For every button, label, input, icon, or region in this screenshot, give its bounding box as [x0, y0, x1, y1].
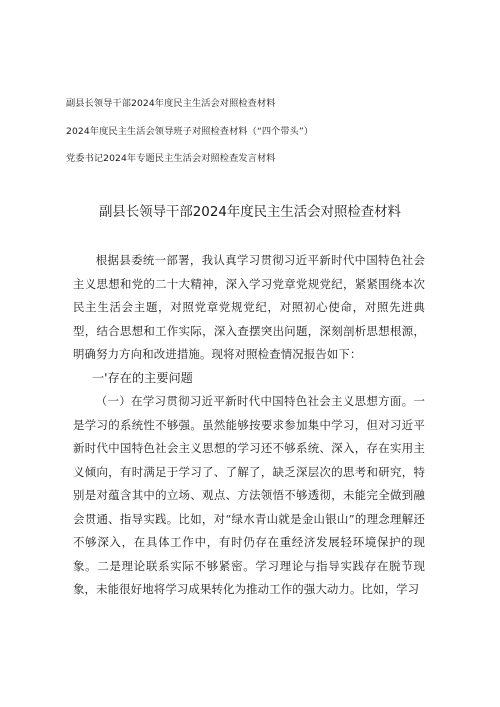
section-heading: 一'存在的主要问题: [92, 370, 193, 385]
document-title: 副县长领导干部2024年度民主生活会对照检查材料: [99, 205, 401, 220]
toc-item-3[interactable]: 党委书记2024年专题民主生活会对照检查发言材料: [66, 153, 276, 164]
toc-item-2[interactable]: 2024年度民主生活会领导班子对照检查材料（“四个带头”）: [66, 125, 314, 137]
document-body: [73, 249, 425, 602]
intro-paragraph: 根据县委统一部署，我认真学习贯彻习近平新时代中国特色社会主义思想和党的二十大精神，深入学习党章党规党纪，紧紧围绕本次民主生活会主题，对照党章党规党纪，对照初心使命，对照先进典型，结合思想和工作实际，深入查摆突出问题，深刻剖析思想根源，明确努力方向和改进措施。现将对照检查情况报告如下：: [73, 253, 425, 361]
toc-item-1[interactable]: 副县长领导干部2024年度民主生活会对照检查材料: [66, 98, 276, 109]
table-of-contents: [66, 97, 446, 180]
section-paragraph: （一）在学习贯彻习近平新时代中国特色社会主义思想方面。一是学习的系统性不够强。虽然能够按要求参加集中学习，但对习近平新时代中国特色社会主义思想的学习还不够系统、深入，存在实用主义倾向，有时满足于学习了、了解了，缺乏深层次的思考和研究，特别是对蕴含其中的立场、观点、方法领悟不够透彻，未能完全做到融会贯通、指导实践。比如，对“绿水青山就是金山银山”的理念理解还不够深入，在具体工作中，有时仍存在重经济发展轻环境保护的现象。二是理论联系实际不够紧密。学习理论与指导实践存在脱节现象，未能很好地将学习成果转化为推动工作的强大动力。比如，学习: [73, 394, 425, 596]
